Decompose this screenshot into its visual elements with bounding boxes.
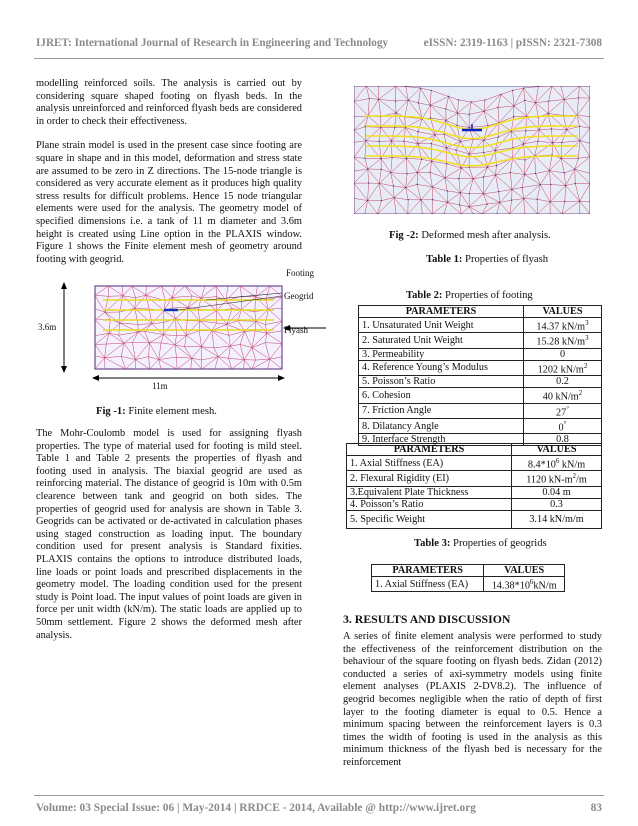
header-parameters: PARAMETERS	[347, 444, 512, 456]
mesh-node	[495, 150, 496, 151]
parameter-cell: 9. Interface Strength	[359, 434, 524, 446]
mesh-node	[579, 200, 580, 201]
issn: eISSN: 2319-1163 | pISSN: 2321-7308	[423, 37, 602, 49]
running-footer	[36, 802, 602, 814]
mesh-node	[417, 131, 418, 132]
value-cell: 0.3	[512, 498, 602, 510]
mesh-node	[430, 90, 431, 91]
mesh-node	[446, 190, 447, 191]
mesh-node	[431, 161, 432, 162]
mesh-node	[560, 158, 561, 159]
mesh-node	[381, 200, 382, 201]
value-cell: $14.38*10^6kN/m$	[484, 577, 565, 592]
fig1-caption-label: Fig -1:	[96, 406, 126, 417]
paragraph-plane-strain: Plane strain model is used in the present case since footing are square in shape and in this model, deformation and stress state are assumed to be zero in Z directions. The 15-node triangle is considered as very accurate element as it produces high quality stress results for difficult problems. Hence 15 node triangular elements were used for the analysis. The geometry model of specified dimensions i.e. a tank of 11 m diameter and 3.6m height is created using Line option in the PLAXIS window. Figure 1 shows the Finite element mesh of geometry around footing with geogrid.	[36, 140, 302, 265]
page-number: 83	[590, 802, 602, 814]
value-cell: 0.2	[524, 376, 602, 388]
paragraph-results: A series of finite element analysis were performed to study the effectiveness of the reinforcement distribution on the behaviour of the square footing on flyash beds. Zidan (2012) conducted a series of axi-symmetry models using finite element analyses (PLAXIS 2-DV8.2). The influence of geogrid becomes negligible when the ratio of depth of first layer to the footing diameter is equal to 0.5. Hence a minimum spacing between the reinforcement layers is 0.3 times the width of footing is used in the analysis as this minimum thickness of the flyash bed is necessary for the reinforcement	[343, 631, 602, 768]
header-values: VALUES	[524, 306, 602, 318]
mesh-node	[523, 198, 524, 199]
mesh-node	[500, 94, 501, 95]
mesh-node	[457, 112, 458, 113]
table-row	[359, 360, 602, 375]
mesh-node	[566, 129, 567, 130]
mesh-node	[549, 201, 550, 202]
mesh-node	[391, 140, 392, 141]
mesh-node	[461, 167, 462, 168]
mesh-node	[551, 128, 552, 129]
mesh-node	[395, 100, 396, 101]
table2-caption-text: Properties of footing	[442, 290, 533, 301]
parameter-cell: 2. Saturated Unit Weight	[359, 333, 524, 348]
fig2-caption-label: Fig -2:	[389, 230, 419, 241]
table-row	[347, 486, 602, 498]
mesh-node	[496, 165, 497, 166]
section-heading: 3. RESULTS AND DISCUSSION	[343, 612, 511, 626]
table1-caption-label: Table 1:	[426, 254, 463, 265]
mesh-node	[468, 127, 469, 128]
value-cell: 3.14 kN/m/m	[512, 510, 602, 528]
mesh-node	[575, 183, 576, 184]
mesh-node	[564, 172, 565, 173]
table-header-row	[347, 444, 602, 456]
journal-name: IJRET: International Journal of Research in Engineering and Technology	[36, 37, 389, 49]
mesh-node	[458, 178, 459, 179]
mesh-node	[378, 99, 379, 100]
mesh-node	[513, 105, 514, 106]
parameter-cell: 5. Poisson’s Ratio	[359, 376, 524, 388]
mesh-node	[523, 87, 524, 88]
label-height: 3.6m	[38, 322, 57, 332]
parameter-cell: 4. Reference Young’s Modulus	[359, 360, 524, 375]
left-column-bottom	[36, 428, 302, 642]
mesh-node	[406, 158, 407, 159]
finite-element-mesh-figure	[36, 272, 326, 392]
parameter-cell: 3.Equivalent Plate Thickness	[347, 486, 512, 498]
table-row	[359, 348, 602, 360]
right-column-bottom	[343, 631, 602, 770]
mesh-node	[405, 187, 406, 188]
mesh-node	[468, 206, 469, 207]
mesh-node	[468, 153, 469, 154]
mesh-node	[432, 199, 433, 200]
value-cell: 0.8	[524, 434, 602, 446]
label-width: 11m	[152, 381, 168, 391]
parameter-cell: 7. Friction Angle	[359, 403, 524, 418]
mesh-node	[535, 102, 536, 103]
mesh-node	[499, 202, 500, 203]
paragraph-intro: modelling reinforced soils. The analysis is carried out by considering square shaped footing on flyash beds. In the analysis unreinforced and reinforced flyash beds are considered in order to check their effectiveness.	[36, 78, 302, 127]
header-parameters: PARAMETERS	[359, 306, 524, 318]
mesh-node	[418, 102, 419, 103]
mesh-node	[395, 112, 396, 113]
mesh-node	[523, 143, 524, 144]
mesh-node	[483, 140, 484, 141]
mesh-node	[380, 127, 381, 128]
parameter-cell: 1. Axial Stiffness (EA)	[347, 456, 512, 471]
parameter-cell: 3. Permeability	[359, 348, 524, 360]
mesh-node	[364, 126, 365, 127]
mesh-node	[547, 113, 548, 114]
table-row	[359, 318, 602, 333]
table-row	[347, 471, 602, 486]
mesh-node	[512, 90, 513, 91]
mesh-node	[495, 174, 496, 175]
mesh-node	[483, 152, 484, 153]
mesh-node	[564, 201, 565, 202]
fig2-caption-text: Deformed mesh after analysis.	[418, 230, 551, 241]
value-cell: 27°	[524, 403, 602, 418]
mesh-node	[367, 168, 368, 169]
mesh-node	[460, 192, 461, 193]
table3-caption	[414, 538, 547, 549]
mesh-node	[549, 170, 550, 171]
mesh-node	[448, 96, 449, 97]
table-row	[359, 388, 602, 403]
mesh-node	[434, 134, 435, 135]
value-cell: 40 $kN/m^2$	[524, 388, 602, 403]
fig1-caption	[96, 406, 217, 417]
left-column-top	[36, 78, 302, 266]
parameter-cell: 5. Specific Weight	[347, 510, 512, 528]
value-cell: 1202 $kN/m^2$	[524, 360, 602, 375]
mesh-node	[380, 158, 381, 159]
mesh-node	[429, 172, 430, 173]
mesh-node	[525, 130, 526, 131]
mesh-node	[406, 173, 407, 174]
parameter-cell: 8. Dilatancy Angle	[359, 418, 524, 433]
value-cell: 0°	[524, 418, 602, 433]
mesh-node	[403, 141, 404, 142]
mesh-node	[468, 193, 469, 194]
deformed-mesh-figure	[354, 86, 590, 214]
mesh-node	[368, 182, 369, 183]
table2-caption	[406, 290, 533, 301]
header-values: VALUES	[484, 565, 565, 577]
table-header-row	[372, 565, 565, 577]
arrowhead	[61, 366, 67, 373]
parameter-cell: 1. Axial Stiffness (EA)	[372, 577, 484, 592]
table-row	[372, 577, 565, 592]
mesh-node	[393, 185, 394, 186]
fig1-caption-text: Finite element mesh.	[125, 406, 217, 417]
mesh-node	[378, 141, 379, 142]
mesh-node	[420, 87, 421, 88]
mesh-node	[550, 184, 551, 185]
mesh-node	[430, 104, 431, 105]
mesh-node	[484, 99, 485, 100]
mesh-node	[578, 158, 579, 159]
mesh-node	[421, 159, 422, 160]
mesh-node	[578, 97, 579, 98]
arrowhead	[92, 375, 99, 381]
mesh-node	[497, 136, 498, 137]
mesh-node	[365, 140, 366, 141]
table-flyash-properties	[346, 443, 602, 529]
mesh-node	[455, 149, 456, 150]
table-row	[347, 456, 602, 471]
mesh-node	[430, 117, 431, 118]
mesh-node	[381, 169, 382, 170]
mesh-node	[536, 199, 537, 200]
mesh-node	[535, 173, 536, 174]
mesh-node	[471, 101, 472, 102]
table-row	[347, 510, 602, 528]
mesh-node	[391, 157, 392, 158]
mesh-node	[379, 183, 380, 184]
table-row	[359, 376, 602, 388]
mesh-node	[367, 200, 368, 201]
mesh-node	[417, 143, 418, 144]
header-parameters: PARAMETERS	[372, 565, 484, 577]
mesh-node	[445, 108, 446, 109]
mesh-node	[540, 184, 541, 185]
table-row	[359, 333, 602, 348]
mesh-node	[446, 147, 447, 148]
running-header	[36, 37, 602, 49]
parameter-cell: 2. Flexural Rigidity (EI)	[347, 471, 512, 486]
mesh-node	[460, 141, 461, 142]
mesh-node	[561, 142, 562, 143]
label-flyash: Flyash	[284, 325, 309, 335]
mesh-node	[417, 172, 418, 173]
mesh-node	[483, 193, 484, 194]
footer-text: Volume: 03 Special Issue: 06 | May-2014 | RRDCE - 2014, Available @ http://www.ijret.org	[36, 802, 476, 814]
mesh-node	[447, 202, 448, 203]
fig2-caption	[389, 230, 551, 241]
mesh-node	[487, 203, 488, 204]
mesh-node	[497, 107, 498, 108]
header-values: VALUES	[512, 444, 602, 456]
mesh-node	[574, 169, 575, 170]
mesh-node	[483, 111, 484, 112]
table1-caption	[426, 254, 548, 265]
table-geogrid-properties	[371, 564, 565, 592]
mesh-node	[446, 163, 447, 164]
mesh-node	[444, 177, 445, 178]
mesh-node	[563, 99, 564, 100]
mesh-node	[416, 184, 417, 185]
table-header-row	[359, 306, 602, 318]
mesh-node	[524, 159, 525, 160]
mesh-node	[538, 129, 539, 130]
mesh-node	[431, 143, 432, 144]
mesh-node	[472, 178, 473, 179]
mesh-node	[394, 127, 395, 128]
value-cell: 15.28 $kN/m^3$	[524, 333, 602, 348]
parameter-cell: 6. Cohesion	[359, 388, 524, 403]
mesh-node	[456, 125, 457, 126]
footer-rule	[34, 795, 604, 796]
mesh-node	[483, 176, 484, 177]
table-row	[347, 498, 602, 510]
mesh-node	[498, 191, 499, 192]
value-cell: 1120 $kN-m^2/m$	[512, 471, 602, 486]
mesh-node	[579, 140, 580, 141]
table3-caption-text: Properties of geogrids	[450, 538, 547, 549]
mesh-node	[458, 99, 459, 100]
mesh-node	[468, 114, 469, 115]
mesh-node	[521, 187, 522, 188]
mesh-node	[369, 98, 370, 99]
table-footing-properties	[358, 305, 602, 446]
mesh-node	[524, 100, 525, 101]
mesh-node	[565, 185, 566, 186]
arrowhead	[61, 282, 67, 289]
table1-caption-text: Properties of flyash	[462, 254, 549, 265]
table3-caption-label: Table 3:	[414, 538, 451, 549]
parameter-cell: 4. Poisson’s Ratio	[347, 498, 512, 510]
table-row	[359, 403, 602, 418]
label-geogrid: Geogrid	[284, 291, 314, 301]
mesh-node	[390, 172, 391, 173]
mesh-node	[487, 166, 488, 167]
paragraph-mohr-coulomb: The Mohr-Coulomb model is used for assigning flyash properties. The type of material used for footing is mild steel. Table 1 and Table 2 presents the properties of flyash and footing used in analysis. The biaxial geogrid are used as reinforcing material. The distance of geogrid is 10m with 0.5m clearence between tank and geogrid on both sides. The properties of geogrid used for analysis are shown in Table 3. Geogrids can be activated or de-activated in calculation phases using staged construction as loading input. The boundary condition used for present analysis is Standard fixities. PLAXIS contains the options to introduce distributed loads, line loads or point loads and prescribed displacements in the geometry model. The loading condition used for the present study is Point load. The input values of point loads are given in force per unit width (kN/m). The static loads are applied up to 50mm settlement. Figure 2 shows the deformed mesh after analysis.	[36, 428, 302, 641]
mesh-node	[511, 199, 512, 200]
mesh-node	[408, 99, 409, 100]
label-footing: Footing	[286, 268, 315, 278]
mesh-node	[459, 204, 460, 205]
mesh-node	[420, 199, 421, 200]
mesh-node	[579, 126, 580, 127]
parameter-cell: 1. Unsaturated Unit Weight	[359, 318, 524, 333]
mesh-node	[510, 172, 511, 173]
header-rule	[34, 58, 604, 59]
mesh-node	[445, 120, 446, 121]
mesh-node	[548, 100, 549, 101]
mesh-node	[468, 166, 469, 167]
mesh-node	[552, 142, 553, 143]
mesh-node	[432, 186, 433, 187]
value-cell: 0	[524, 348, 602, 360]
mesh-node	[393, 197, 394, 198]
table2-caption-label: Table 2:	[406, 290, 443, 301]
arrowhead	[278, 375, 285, 381]
value-cell: 0.04 m	[512, 486, 602, 498]
mesh-node	[364, 158, 365, 159]
mesh-node	[537, 140, 538, 141]
mesh-node	[511, 189, 512, 190]
mesh-node	[513, 116, 514, 117]
mesh-node	[524, 174, 525, 175]
value-cell: $8.4*10^6$ kN/m	[512, 456, 602, 471]
table-row	[359, 418, 602, 433]
value-cell: 14.37 $kN/m^3$	[524, 318, 602, 333]
mesh-node	[407, 199, 408, 200]
